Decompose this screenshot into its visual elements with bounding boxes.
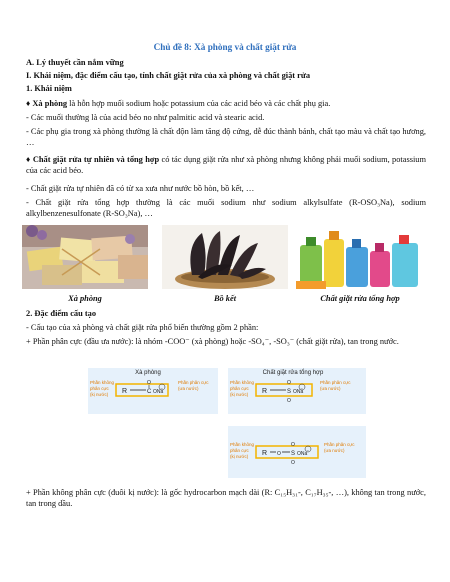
det2-sulfur: S (291, 451, 296, 457)
caption-soap-pods: Bồ kết (213, 294, 237, 303)
soap-minus: – (160, 385, 163, 390)
caption-synthetic-detergent: Chất giặt rửa tổng hợp (320, 294, 400, 303)
det1-polar-label-2: (ưa nước) (320, 386, 341, 391)
detergent-term: ♦ Chất giặt rửa tự nhiên và tổng hợp (26, 155, 160, 164)
detergent-definition: có tác dụng giặt rửa như xà phòng nhưng không phải muối sodium, potassium của các acid béo. (26, 155, 426, 175)
soap-pods-image (162, 225, 288, 289)
soap-oxygen: O (147, 380, 151, 386)
det1-sulfur: S (287, 389, 292, 395)
structure-diagram (88, 364, 366, 482)
det1-r-group: R (262, 388, 268, 395)
para-nonpolar-part: + Phần không phân cực (đuôi kị nước): là gốc hydrocarbon mạch dài (R: C₁₅H₃₁-, C₁₇H₃₅-, …), không tan trong nước, tan trong dầu. (26, 488, 426, 508)
det2-nonpolar-label-1: Phần không (230, 442, 255, 447)
det1-nonpolar-label-3: (kị nước) (230, 392, 249, 397)
page-title: Chủ đề 8: Xà phòng và chất giặt rửa (153, 42, 297, 52)
soap-polar-label-2: (ưa nước) (178, 386, 199, 391)
det2-ona: ONa (297, 451, 308, 457)
soap-polar-label-1: Phần phân cực (178, 380, 209, 385)
det1-ona: ONa (293, 389, 304, 395)
para-additives: - Các phụ gia trong xà phòng thường là chất độn làm tăng độ cứng, dễ đúc thành bánh, chất tạo màu và chất tạo hương, … (26, 127, 426, 147)
det2-nonpolar-label-3: (kị nước) (230, 454, 249, 459)
det1-nonpolar-label-2: phân cực (230, 386, 249, 391)
subheading-concept: 1. Khái niệm (26, 84, 72, 93)
soap-ona: ONa (153, 389, 164, 395)
section-1-heading: I. Khái niệm, đặc điểm cấu tạo, tính chất giặt rửa của xà phòng và chất giặt rửa (26, 71, 311, 80)
soap-nonpolar-label-2: phân cực (90, 386, 109, 391)
para-synthetic-detergents: - Chất giặt rửa tổng hợp thường là các muối sodium như sodium alkylsulfate (R-OSO₃Na), sodium alkylbenzenesulfonate (R-SO₃Na), … (26, 198, 426, 218)
soap-definition: là hỗn hợp muối sodium hoặc potassium của các acid béo và các chất phụ gia. (67, 99, 331, 108)
para-soap-definition (26, 98, 426, 109)
para-detergent-definition (26, 154, 426, 176)
soap-r-group: R (122, 388, 128, 395)
caption-soap: Xà phòng (68, 294, 102, 303)
soap-nonpolar-label-1: Phần không (90, 380, 115, 385)
det1-oxygen-bottom: O (287, 398, 291, 404)
det1-oxygen-top: O (287, 380, 291, 386)
det1-nonpolar-label-1: Phần không (230, 380, 255, 385)
det2-oxygen-bottom: O (291, 460, 295, 466)
subheading-structure: 2. Đặc điểm cấu tạo (26, 309, 97, 318)
soap-bars-image (22, 225, 148, 289)
soap-nonpolar-label-3: (kị nước) (90, 392, 109, 397)
det2-polar-label-1: Phần phân cực (324, 442, 355, 447)
para-fatty-acid-salts: - Các muối thường là của acid béo no như palmitic acid và stearic acid. (26, 113, 265, 122)
soap-diagram-title: Xà phòng (135, 370, 161, 376)
det2-oxygen-link: O (277, 451, 281, 457)
det2-polar-label-2: (ưa nước) (324, 448, 345, 453)
det2-oxygen-top: O (291, 442, 295, 448)
soap-carbon: C (147, 389, 152, 395)
detergent-bottles-image (296, 225, 422, 289)
det1-polar-label-1: Phần phân cực (320, 380, 351, 385)
det2-r-group: R (262, 450, 268, 457)
para-natural-detergents: - Chất giặt rửa tự nhiên đã có từ xa xưa như nước bồ hòn, bồ kết, … (26, 184, 255, 193)
para-polar-part: + Phần phân cực (đầu ưa nước): là nhóm -COO⁻ (xà phòng) hoặc -SO₄⁻, -SO₃⁻ (chất giặt rửa), tan trong nước. (26, 337, 399, 346)
det1-minus: – (300, 385, 303, 390)
para-two-parts: - Cấu tạo của xà phòng và chất giặt rửa phổ biến thường gồm 2 phần: (26, 323, 259, 332)
section-a-heading: A. Lý thuyết cần nắm vững (26, 58, 124, 67)
det2-minus: – (306, 447, 309, 452)
detergent-diagram-title: Chất giặt rửa tổng hợp (262, 370, 324, 376)
soap-term: ♦ Xà phòng (26, 99, 68, 108)
det2-nonpolar-label-2: phân cực (230, 448, 249, 453)
